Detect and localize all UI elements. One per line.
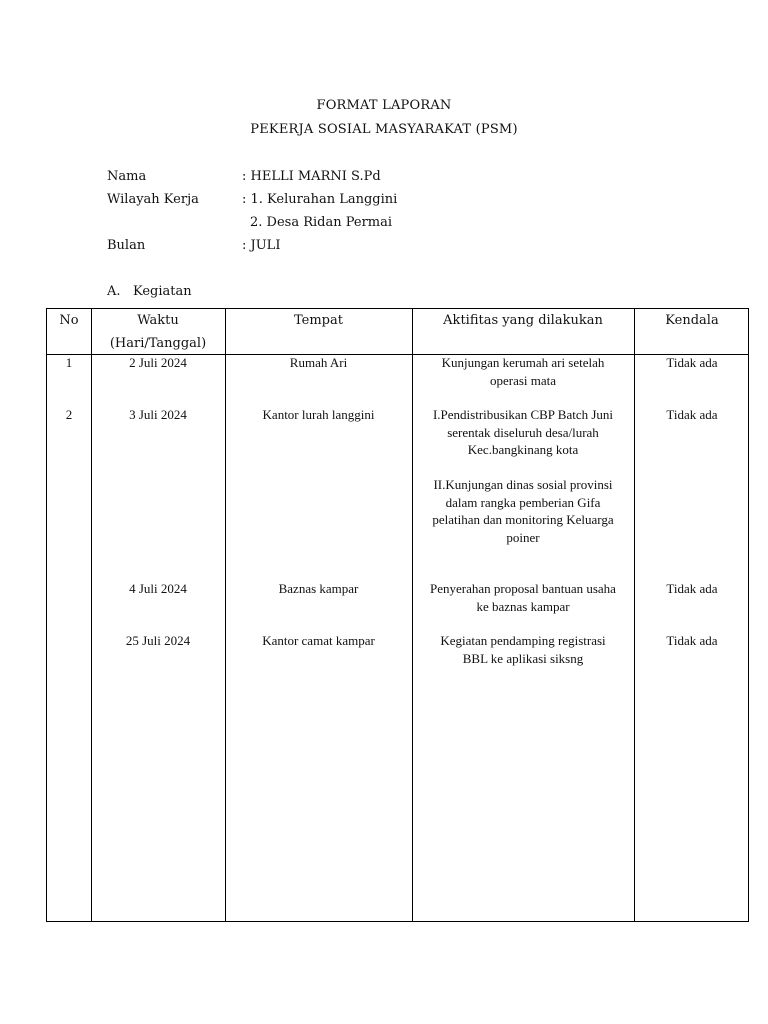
activity-line: II.Kunjungan dinas sosial provinsi — [433, 477, 613, 492]
row-place: Kantor camat kampar — [262, 633, 375, 648]
activity-line: Penyerahan proposal bantuan usaha — [430, 581, 616, 596]
bulan-value: : JULI — [242, 238, 281, 253]
header-no: No — [59, 313, 79, 328]
row-kendala: Tidak ada — [666, 355, 718, 370]
report-subtitle: PEKERJA SOSIAL MASYARAKAT (PSM) — [250, 122, 518, 137]
wilayah-value-2: 2. Desa Ridan Permai — [250, 215, 393, 230]
activity-line: I.Pendistribusikan CBP Batch Juni — [432, 407, 614, 422]
row-activity — [412, 406, 634, 546]
section-letter: A. — [107, 284, 121, 299]
report-title: FORMAT LAPORAN — [316, 98, 452, 113]
column-divider — [634, 309, 635, 921]
column-divider — [412, 309, 413, 921]
activity-line: Kec.bangkinang kota — [467, 442, 579, 457]
row-no: 2 — [65, 407, 73, 422]
header-kendala: Kendala — [665, 313, 719, 328]
row-place: Rumah Ari — [289, 355, 348, 370]
activity-gap — [412, 459, 634, 477]
activity-line: pelatihan dan monitoring Keluarga — [432, 512, 614, 527]
activity-line: Kunjungan kerumah ari setelah — [441, 355, 605, 370]
header-aktifitas: Aktifitas yang dilakukan — [443, 313, 603, 328]
header-waktu-label: Waktu — [137, 313, 179, 328]
activity-line: serentak diseluruh desa/lurah — [447, 424, 599, 440]
wilayah-label: Wilayah Kerja — [107, 192, 199, 207]
column-divider — [225, 309, 226, 921]
row-kendala: Tidak ada — [666, 407, 718, 422]
activity-line: BBL ke aplikasi siksng — [462, 650, 584, 666]
column-divider — [91, 309, 92, 921]
activity-line: poiner — [506, 529, 540, 545]
row-place: Kantor lurah langgini — [262, 407, 375, 422]
row-place: Baznas kampar — [278, 581, 359, 596]
bulan-label: Bulan — [107, 238, 146, 253]
row-kendala: Tidak ada — [666, 633, 718, 648]
section-heading — [107, 284, 192, 299]
row-date: 4 Juli 2024 — [129, 581, 187, 596]
row-kendala: Tidak ada — [666, 581, 718, 596]
row-no: 1 — [65, 355, 73, 370]
nama-value: : HELLI MARNI S.Pd — [242, 169, 381, 184]
header-waktu-sub: (Hari/Tanggal) — [109, 336, 207, 351]
row-activity — [412, 354, 634, 389]
row-activity — [412, 580, 634, 615]
activity-line: Kegiatan pendamping registrasi — [440, 633, 606, 648]
activity-line: operasi mata — [489, 372, 557, 388]
wilayah-value-1: : 1. Kelurahan Langgini — [242, 192, 398, 207]
row-activity — [412, 632, 634, 667]
row-date: 2 Juli 2024 — [129, 355, 187, 370]
kegiatan-table — [46, 308, 749, 922]
header-tempat: Tempat — [294, 313, 343, 328]
header-waktu — [91, 309, 225, 355]
nama-label: Nama — [107, 169, 147, 184]
row-date: 25 Juli 2024 — [125, 633, 191, 648]
activity-line: dalam rangka pemberian Gifa — [445, 494, 601, 510]
activity-line: ke baznas kampar — [476, 598, 570, 614]
row-date: 3 Juli 2024 — [129, 407, 187, 422]
section-title: Kegiatan — [133, 284, 192, 299]
